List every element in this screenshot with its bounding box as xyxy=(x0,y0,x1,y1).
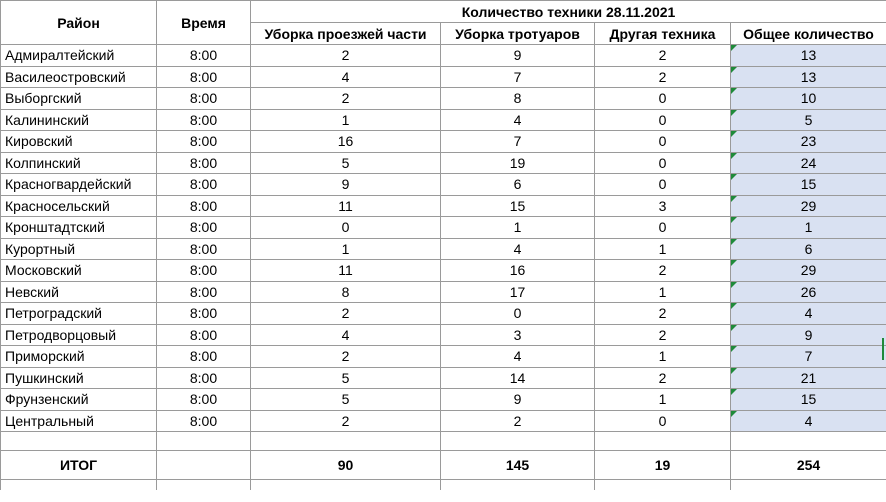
error-indicator-icon xyxy=(731,67,737,73)
total-cell[interactable] xyxy=(731,238,886,260)
other-cell[interactable]: 2 xyxy=(595,303,731,325)
other-cell[interactable]: 2 xyxy=(595,367,731,389)
error-indicator-icon xyxy=(731,389,737,395)
time-cell[interactable]: 8:00 xyxy=(157,88,251,110)
total-value: 29 xyxy=(800,197,817,214)
sidewalks-cell[interactable]: 9 xyxy=(441,389,595,411)
other-cell[interactable]: 1 xyxy=(595,389,731,411)
error-indicator-icon xyxy=(731,88,737,94)
time-cell[interactable]: 8:00 xyxy=(157,410,251,432)
time-cell[interactable]: 8:00 xyxy=(157,174,251,196)
total-value: 4 xyxy=(804,412,813,429)
table-row xyxy=(1,195,886,217)
roads-cell[interactable]: 2 xyxy=(251,410,441,432)
header-time[interactable]: Время xyxy=(157,1,251,45)
cell[interactable] xyxy=(1,432,157,451)
sidewalks-cell[interactable]: 7 xyxy=(441,131,595,153)
total-value: 29 xyxy=(800,262,817,279)
table-row xyxy=(1,109,886,131)
district-cell[interactable]: Курортный xyxy=(1,238,157,260)
total-value: 21 xyxy=(800,369,817,386)
roads-cell[interactable]: 2 xyxy=(251,346,441,368)
total-value: 26 xyxy=(800,283,817,300)
header-district[interactable]: Район xyxy=(1,1,157,45)
other-cell[interactable]: 2 xyxy=(595,66,731,88)
sidewalks-cell[interactable]: 7 xyxy=(441,66,595,88)
header-group-title[interactable]: Количество техники 28.11.2021 xyxy=(251,1,886,23)
total-value: 15 xyxy=(800,391,817,408)
error-indicator-icon xyxy=(731,217,737,223)
time-cell[interactable]: 8:00 xyxy=(157,303,251,325)
roads-cell[interactable]: 11 xyxy=(251,195,441,217)
header-total[interactable]: Общее количество xyxy=(731,23,886,45)
error-indicator-icon xyxy=(731,346,737,352)
roads-cell[interactable]: 2 xyxy=(251,88,441,110)
total-value: 5 xyxy=(804,111,813,128)
roads-cell[interactable]: 4 xyxy=(251,324,441,346)
other-cell[interactable]: 3 xyxy=(595,195,731,217)
cell[interactable] xyxy=(595,432,731,451)
other-cell[interactable]: 0 xyxy=(595,152,731,174)
district-cell[interactable]: Центральный xyxy=(1,410,157,432)
district-cell[interactable]: Кировский xyxy=(1,131,157,153)
total-value: 13 xyxy=(800,68,817,85)
roads-cell[interactable]: 4 xyxy=(251,66,441,88)
district-cell[interactable]: Красносельский xyxy=(1,195,157,217)
total-cell[interactable] xyxy=(731,346,886,368)
error-indicator-icon xyxy=(731,303,737,309)
total-value: 7 xyxy=(804,348,813,365)
sidewalks-cell[interactable]: 6 xyxy=(441,174,595,196)
sidewalks-cell[interactable]: 4 xyxy=(441,346,595,368)
district-cell[interactable]: Красногвардейский xyxy=(1,174,157,196)
table-row xyxy=(1,260,886,282)
time-cell[interactable]: 8:00 xyxy=(157,238,251,260)
error-indicator-icon xyxy=(731,131,737,137)
total-cell[interactable] xyxy=(731,88,886,110)
other-cell[interactable]: 2 xyxy=(595,324,731,346)
total-cell[interactable] xyxy=(731,410,886,432)
roads-cell[interactable]: 16 xyxy=(251,131,441,153)
total-cell[interactable] xyxy=(731,367,886,389)
sidewalks-cell[interactable]: 8 xyxy=(441,88,595,110)
time-cell[interactable]: 8:00 xyxy=(157,131,251,153)
total-cell[interactable] xyxy=(731,303,886,325)
time-cell[interactable]: 8:00 xyxy=(157,217,251,239)
sidewalks-cell[interactable]: 19 xyxy=(441,152,595,174)
totals-total[interactable]: 254 xyxy=(731,451,886,480)
other-cell[interactable]: 2 xyxy=(595,260,731,282)
total-cell[interactable] xyxy=(731,217,886,239)
sidewalks-cell[interactable]: 2 xyxy=(441,410,595,432)
time-cell[interactable]: 8:00 xyxy=(157,260,251,282)
sidewalks-cell[interactable]: 9 xyxy=(441,45,595,67)
time-cell[interactable]: 8:00 xyxy=(157,324,251,346)
other-cell[interactable]: 0 xyxy=(595,174,731,196)
totals-row xyxy=(1,451,886,480)
error-indicator-icon xyxy=(731,282,737,288)
other-cell[interactable]: 0 xyxy=(595,131,731,153)
total-value: 13 xyxy=(800,47,817,64)
district-cell[interactable]: Адмиралтейский xyxy=(1,45,157,67)
roads-cell[interactable]: 8 xyxy=(251,281,441,303)
time-cell[interactable]: 8:00 xyxy=(157,389,251,411)
total-cell[interactable] xyxy=(731,174,886,196)
table-row xyxy=(1,346,886,368)
table-row xyxy=(1,174,886,196)
cell[interactable] xyxy=(251,480,441,491)
sidewalks-cell[interactable]: 1 xyxy=(441,217,595,239)
district-cell[interactable]: Василеостровский xyxy=(1,66,157,88)
total-cell[interactable] xyxy=(731,389,886,411)
table-row xyxy=(1,238,886,260)
total-value: 6 xyxy=(804,240,813,257)
cell[interactable] xyxy=(251,432,441,451)
table-row xyxy=(1,324,886,346)
cell[interactable] xyxy=(441,480,595,491)
empty-row xyxy=(1,432,886,451)
error-indicator-icon xyxy=(731,153,737,159)
header-sidewalks[interactable]: Уборка тротуаров xyxy=(441,23,595,45)
other-cell[interactable]: 1 xyxy=(595,238,731,260)
time-cell[interactable]: 8:00 xyxy=(157,195,251,217)
totals-roads[interactable]: 90 xyxy=(251,451,441,480)
error-indicator-icon xyxy=(731,411,737,417)
total-value: 24 xyxy=(800,154,817,171)
error-indicator-icon xyxy=(731,174,737,180)
roads-cell[interactable]: 1 xyxy=(251,109,441,131)
sidewalks-cell[interactable]: 16 xyxy=(441,260,595,282)
total-cell[interactable] xyxy=(731,66,886,88)
total-value: 1 xyxy=(804,219,813,236)
table-row xyxy=(1,281,886,303)
total-cell[interactable] xyxy=(731,195,886,217)
time-cell[interactable]: 8:00 xyxy=(157,109,251,131)
totals-time[interactable] xyxy=(157,451,251,480)
other-cell[interactable]: 0 xyxy=(595,217,731,239)
cell[interactable] xyxy=(441,432,595,451)
total-value: 15 xyxy=(800,176,817,193)
cell[interactable] xyxy=(595,480,731,491)
cell[interactable] xyxy=(731,480,886,491)
totals-label[interactable]: ИТОГ xyxy=(1,451,157,480)
error-indicator-icon xyxy=(731,260,737,266)
roads-cell[interactable]: 0 xyxy=(251,217,441,239)
time-cell[interactable]: 8:00 xyxy=(157,152,251,174)
header-other[interactable]: Другая техника xyxy=(595,23,731,45)
time-cell[interactable]: 8:00 xyxy=(157,346,251,368)
roads-cell[interactable]: 9 xyxy=(251,174,441,196)
cell[interactable] xyxy=(731,432,886,451)
total-value: 10 xyxy=(800,90,817,107)
error-indicator-icon xyxy=(731,45,737,51)
time-cell[interactable]: 8:00 xyxy=(157,45,251,67)
table-row xyxy=(1,66,886,88)
district-cell[interactable]: Выборгский xyxy=(1,88,157,110)
total-cell[interactable] xyxy=(731,324,886,346)
total-cell[interactable] xyxy=(731,109,886,131)
totals-other[interactable]: 19 xyxy=(595,451,731,480)
error-indicator-icon xyxy=(731,110,737,116)
sidewalks-cell[interactable]: 17 xyxy=(441,281,595,303)
sidewalks-cell[interactable]: 4 xyxy=(441,109,595,131)
district-cell[interactable]: Петроградский xyxy=(1,303,157,325)
selection-edge-marker xyxy=(882,338,884,360)
total-cell[interactable] xyxy=(731,131,886,153)
other-cell[interactable]: 2 xyxy=(595,45,731,67)
error-indicator-icon xyxy=(731,239,737,245)
table-row xyxy=(1,367,886,389)
error-indicator-icon xyxy=(731,325,737,331)
table-row xyxy=(1,389,886,411)
table-row xyxy=(1,131,886,153)
totals-sidewalks[interactable]: 145 xyxy=(441,451,595,480)
other-cell[interactable]: 0 xyxy=(595,410,731,432)
total-value: 23 xyxy=(800,133,817,150)
sidewalks-cell[interactable]: 4 xyxy=(441,238,595,260)
total-cell[interactable] xyxy=(731,45,886,67)
other-cell[interactable]: 0 xyxy=(595,88,731,110)
total-value: 9 xyxy=(804,326,813,343)
roads-cell[interactable]: 5 xyxy=(251,389,441,411)
table-row xyxy=(1,88,886,110)
other-cell[interactable]: 1 xyxy=(595,346,731,368)
header-roads[interactable]: Уборка проезжей части xyxy=(251,23,441,45)
cell[interactable] xyxy=(1,480,157,491)
roads-cell[interactable]: 5 xyxy=(251,152,441,174)
table-row xyxy=(1,45,886,67)
roads-cell[interactable]: 1 xyxy=(251,238,441,260)
district-cell[interactable]: Колпинский xyxy=(1,152,157,174)
roads-cell[interactable]: 5 xyxy=(251,367,441,389)
district-cell[interactable]: Кронштадтский xyxy=(1,217,157,239)
district-cell[interactable]: Фрунзенский xyxy=(1,389,157,411)
roads-cell[interactable]: 2 xyxy=(251,45,441,67)
sidewalks-cell[interactable]: 14 xyxy=(441,367,595,389)
error-indicator-icon xyxy=(731,368,737,374)
district-cell[interactable]: Московский xyxy=(1,260,157,282)
district-cell[interactable]: Приморский xyxy=(1,346,157,368)
other-cell[interactable]: 1 xyxy=(595,281,731,303)
empty-row xyxy=(1,480,886,491)
district-cell[interactable]: Петродворцовый xyxy=(1,324,157,346)
district-cell[interactable]: Пушкинский xyxy=(1,367,157,389)
roads-cell[interactable]: 11 xyxy=(251,260,441,282)
total-cell[interactable] xyxy=(731,260,886,282)
total-value: 4 xyxy=(804,305,813,322)
district-cell[interactable]: Калининский xyxy=(1,109,157,131)
sidewalks-cell[interactable]: 15 xyxy=(441,195,595,217)
sidewalks-cell[interactable]: 3 xyxy=(441,324,595,346)
error-indicator-icon xyxy=(731,196,737,202)
table-row xyxy=(1,410,886,432)
total-cell[interactable] xyxy=(731,281,886,303)
roads-cell[interactable]: 2 xyxy=(251,303,441,325)
total-cell[interactable] xyxy=(731,152,886,174)
sidewalks-cell[interactable]: 0 xyxy=(441,303,595,325)
district-cell[interactable]: Невский xyxy=(1,281,157,303)
cell[interactable] xyxy=(157,432,251,451)
time-cell[interactable]: 8:00 xyxy=(157,281,251,303)
cell[interactable] xyxy=(157,480,251,491)
table-row xyxy=(1,217,886,239)
time-cell[interactable]: 8:00 xyxy=(157,367,251,389)
time-cell[interactable]: 8:00 xyxy=(157,66,251,88)
table-row xyxy=(1,303,886,325)
table-row xyxy=(1,152,886,174)
other-cell[interactable]: 0 xyxy=(595,109,731,131)
